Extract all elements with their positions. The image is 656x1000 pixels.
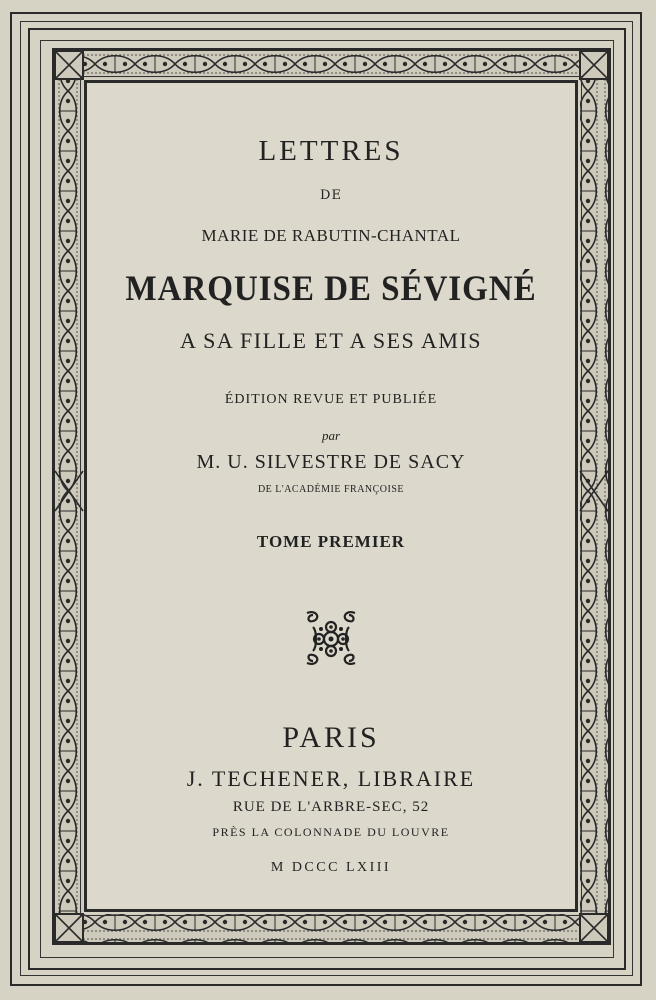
edition-statement: ÉDITION REVUE ET PUBLIÉE	[224, 392, 438, 407]
by-word: par	[321, 428, 341, 443]
author-name: MARIE DE RABUTIN-CHANTAL	[201, 226, 461, 245]
editor-name: M. U. SILVESTRE DE SACY	[196, 451, 466, 473]
preposition-de: DE	[320, 188, 342, 203]
imprint-city: PARIS	[282, 721, 380, 754]
author-title: MARQUISE DE SÉVIGNÉ	[125, 268, 537, 308]
editor-affiliation: DE L'ACADÉMIE FRANÇOISE	[257, 484, 405, 495]
title-panel	[84, 80, 578, 912]
imprint-address-note: PRÈS LA COLONNADE DU LOUVRE	[212, 825, 450, 839]
volume-label: TOME PREMIER	[256, 532, 406, 551]
imprint-publisher: J. TECHENER, LIBRAIRE	[186, 766, 476, 791]
imprint-year: M DCCC LXIII	[270, 860, 392, 875]
imprint-address: RUE DE L'ARBRE-SEC, 52	[232, 799, 430, 815]
book-title: LETTRES	[258, 135, 404, 167]
fleuron-ornament-icon	[299, 605, 363, 669]
recipients: A SA FILLE ET A SES AMIS	[179, 328, 483, 353]
